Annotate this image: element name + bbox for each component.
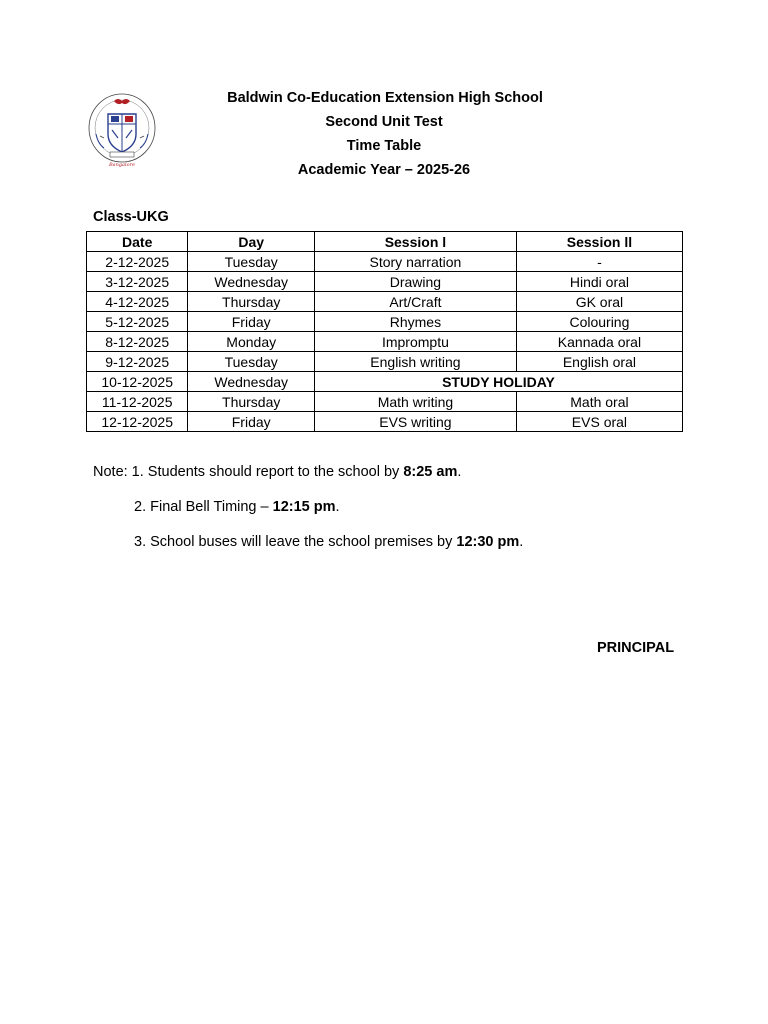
day-cell: Thursday [188,292,315,312]
day-cell: Friday [188,312,315,332]
table-row [87,372,683,392]
note-2 [134,499,340,515]
table-row [87,412,683,432]
date-cell: 8-12-2025 [87,332,188,352]
day-cell: Tuesday [188,252,315,272]
table-row [87,332,683,352]
date-cell: 4-12-2025 [87,292,188,312]
day-cell: Friday [188,412,315,432]
bus-leave-time: 12:30 pm [456,534,520,550]
header-session-2: Session ll [516,232,682,252]
svg-text:Bangalore: Bangalore [108,162,136,168]
session-2-cell: Kannada oral [516,332,682,352]
table-row [87,292,683,312]
table-row [87,392,683,412]
session-1-cell: English writing [314,352,516,372]
note-1-text: Note: 1. Students should report to the school by [93,464,404,480]
note-2-text: 2. Final Bell Timing – [134,499,273,515]
note-2-period: . [335,499,340,515]
table-row [87,352,683,372]
class-label: Class-UKG [93,209,169,225]
date-cell: 5-12-2025 [87,312,188,332]
note-1 [93,464,461,480]
session-1-cell: Story narration [314,252,516,272]
header-day: Day [188,232,315,252]
session-1-cell: Drawing [314,272,516,292]
day-cell: Thursday [188,392,315,412]
session-2-cell: Colouring [516,312,682,332]
session-2-cell: Math oral [516,392,682,412]
day-cell: Tuesday [188,352,315,372]
note-3 [134,534,523,550]
session-2-cell: EVS oral [516,412,682,432]
document-header [0,88,768,184]
report-time: 8:25 am [403,464,458,480]
session-2-cell: English oral [516,352,682,372]
note-3-period: . [519,534,524,550]
academic-year: Academic Year – 2025-26 [297,162,471,178]
document-title: Time Table [346,138,422,154]
note-1-period: . [457,464,462,480]
day-cell: Wednesday [188,272,315,292]
table-header-row [87,232,683,252]
day-cell: Wednesday [188,372,315,392]
session-2-cell: GK oral [516,292,682,312]
final-bell-time: 12:15 pm [272,499,336,515]
date-cell: 2-12-2025 [87,252,188,272]
date-cell: 9-12-2025 [87,352,188,372]
session-1-cell: Impromptu [314,332,516,352]
session-2-cell: Hindi oral [516,272,682,292]
date-cell: 12-12-2025 [87,412,188,432]
study-holiday-cell: STUDY HOLIDAY [314,372,682,392]
date-cell: 3-12-2025 [87,272,188,292]
session-1-cell: Art/Craft [314,292,516,312]
session-1-cell: EVS writing [314,412,516,432]
session-1-cell: Math writing [314,392,516,412]
day-cell: Monday [188,332,315,352]
principal-signature: PRINCIPAL [597,640,675,656]
note-3-text: 3. School buses will leave the school premises by [134,534,457,550]
table-row [87,252,683,272]
session-2-cell: - [516,252,682,272]
school-name: Baldwin Co-Education Extension High School [227,90,543,106]
session-1-cell: Rhymes [314,312,516,332]
date-cell: 10-12-2025 [87,372,188,392]
table-row [87,272,683,292]
header-session-1: Session l [314,232,516,252]
test-name: Second Unit Test [325,114,443,130]
timetable [86,231,683,432]
table-row [87,312,683,332]
header-date: Date [87,232,188,252]
date-cell: 11-12-2025 [87,392,188,412]
